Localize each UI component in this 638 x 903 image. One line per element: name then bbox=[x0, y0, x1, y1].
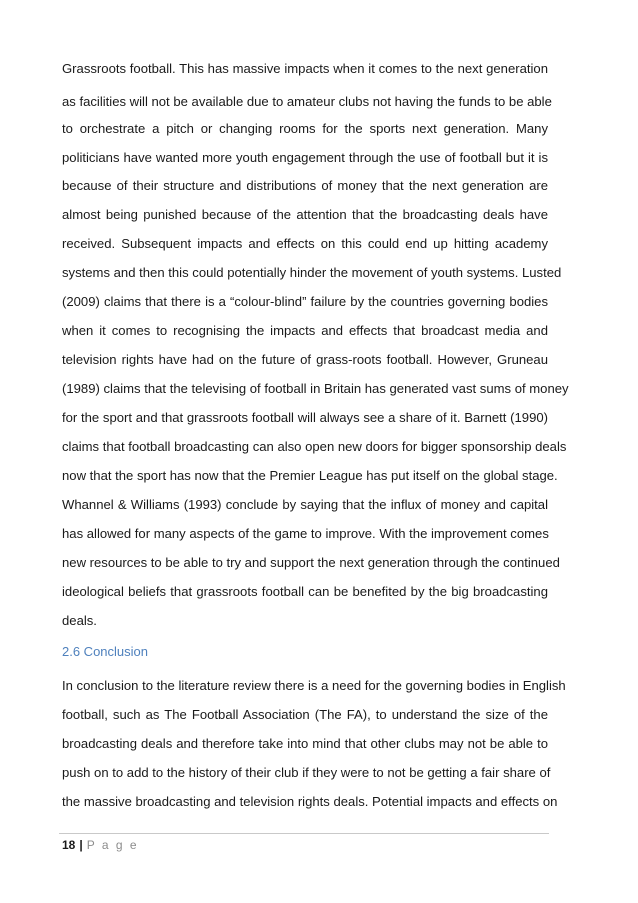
body-line: (1989) claims that the televising of football in Britain has generated vast sums of money bbox=[62, 381, 569, 396]
body-line: received. Subsequent impacts and effects on this could end up hitting academy bbox=[62, 236, 548, 251]
body-line: because of their structure and distributions of money that the next generation are bbox=[62, 178, 548, 193]
body-line: almost being punished because of the attention that the broadcasting deals have bbox=[62, 207, 548, 222]
footer-divider bbox=[59, 833, 549, 834]
page-number: 18 bbox=[62, 838, 76, 852]
body-line: when it comes to recognising the impacts and effects that broadcast media and bbox=[62, 323, 548, 338]
body-line: (2009) claims that there is a “colour-blind” failure by the countries governing bodies bbox=[62, 294, 548, 309]
body-line: now that the sport has now that the Premier League has put itself on the global stage. bbox=[62, 468, 558, 483]
conclusion-line: the massive broadcasting and television rights deals. Potential impacts and effects on bbox=[62, 794, 558, 809]
body-line: systems and then this could potentially hinder the movement of youth systems. Lusted bbox=[62, 265, 562, 280]
body-line: ideological beliefs that grassroots football can be benefited by the big broadcasting bbox=[62, 584, 548, 599]
body-line: Whannel & Williams (1993) conclude by saying that the influx of money and capital bbox=[62, 497, 548, 512]
conclusion-line: broadcasting deals and therefore take into mind that other clubs may not be able to bbox=[62, 736, 548, 751]
body-line: as facilities will not be available due to amateur clubs not having the funds to be able bbox=[62, 94, 552, 109]
body-line: television rights have had on the future of grass-roots football. However, Gruneau bbox=[62, 352, 548, 367]
page-label: P a g e bbox=[86, 838, 139, 852]
body-line: has allowed for many aspects of the game to improve. With the improvement comes bbox=[62, 526, 549, 541]
section-heading: 2.6 Conclusion bbox=[62, 644, 148, 659]
body-line: new resources to be able to try and support the next generation through the continued bbox=[62, 555, 560, 570]
body-line: for the sport and that grassroots football will always see a share of it. Barnett (1990) bbox=[62, 410, 548, 425]
body-line: Grassroots football. This has massive impacts when it comes to the next generation bbox=[62, 61, 548, 76]
body-line: to orchestrate a pitch or changing rooms for the sports next generation. Many bbox=[62, 121, 548, 136]
conclusion-line: push on to add to the history of their club if they were to not be getting a fair share of bbox=[62, 765, 551, 780]
page-footer bbox=[62, 837, 139, 853]
body-line: claims that football broadcasting can also open new doors for bigger sponsorship deals bbox=[62, 439, 567, 454]
conclusion-line: In conclusion to the literature review there is a need for the governing bodies in English bbox=[62, 678, 566, 693]
body-line: deals. bbox=[62, 613, 97, 628]
footer-separator: | bbox=[79, 838, 83, 852]
body-line: politicians have wanted more youth engagement through the use of football but it is bbox=[62, 150, 548, 165]
conclusion-line: football, such as The Football Association (The FA), to understand the size of the bbox=[62, 707, 548, 722]
